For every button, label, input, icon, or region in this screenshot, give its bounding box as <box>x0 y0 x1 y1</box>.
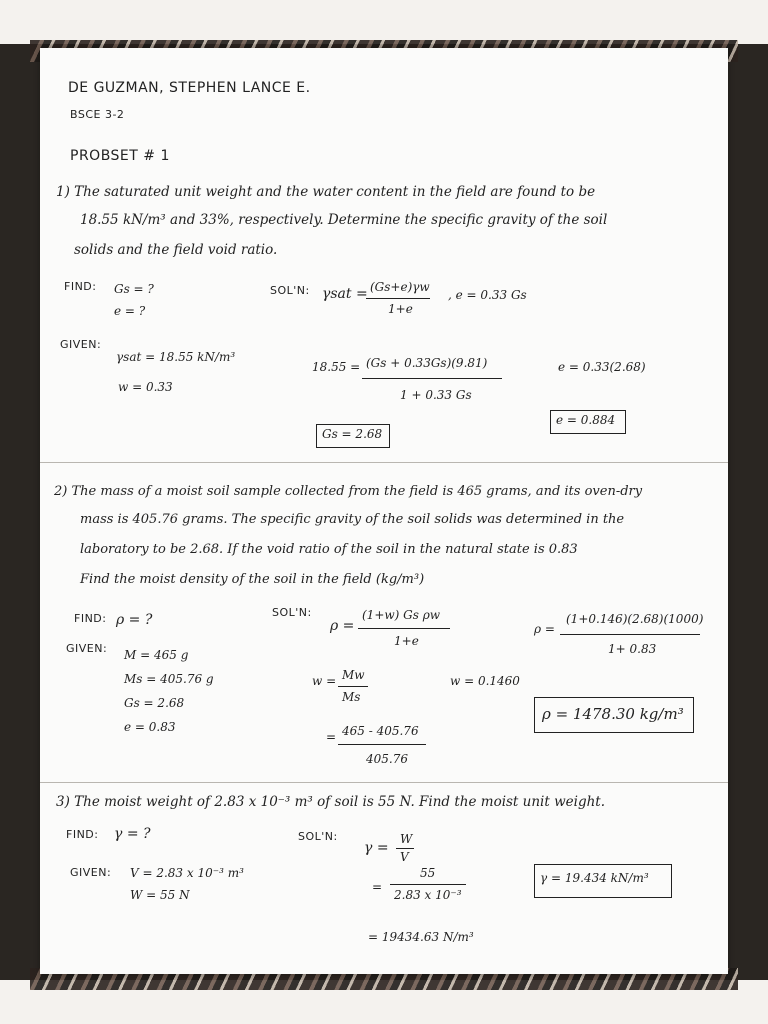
fraction-bar <box>358 628 450 629</box>
p2-formula-numerator: (1+w) Gs ρw <box>362 608 441 622</box>
p2-substitution-denominator: 1+ 0.83 <box>608 642 657 656</box>
p1-answer-e: e = 0.884 <box>556 413 616 427</box>
fraction-bar <box>362 378 502 379</box>
p2-statement-line: mass is 405.76 grams. The specific gravity of the soil solids was determined in the <box>80 512 625 527</box>
p2-statement-line: 2) The mass of a moist soil sample collected from the field is 465 grams, and its oven-dry <box>54 484 643 499</box>
p1-answer-gs: Gs = 2.68 <box>322 427 383 441</box>
p2-statement-line: laboratory to be 2.68. If the void ratio of the soil in the natural state is 0.83 <box>80 542 578 557</box>
section-divider <box>40 782 728 783</box>
fraction-bar <box>396 848 414 849</box>
p3-find-unit-weight: γ = ? <box>114 826 151 842</box>
p1-statement-line: 18.55 kN/m³ and 33%, respectively. Determine the specific gravity of the soil <box>80 212 608 228</box>
p1-substitution-denominator: 1 + 0.33 Gs <box>400 388 472 402</box>
p2-find-label: FIND: <box>74 612 107 625</box>
p2-given-specific-gravity: Gs = 2.68 <box>124 696 185 710</box>
p3-answer: γ = 19.434 kN/m³ <box>540 871 649 885</box>
p1-formula-denominator: 1+e <box>388 302 413 316</box>
p2-find-density: ρ = ? <box>116 612 153 628</box>
p3-formula-numerator: W <box>400 832 413 846</box>
page-title: PROBSET # 1 <box>70 148 170 164</box>
p3-substitution-numerator: 55 <box>420 866 436 880</box>
p1-solution-label: SOL'N: <box>270 284 310 297</box>
fraction-bar <box>338 744 426 745</box>
p1-statement-line: solids and the field void ratio. <box>74 242 278 258</box>
p3-find-label: FIND: <box>66 828 99 841</box>
p1-void-ratio-relation: , e = 0.33 Gs <box>448 288 527 302</box>
p2-w-result: w = 0.1460 <box>450 674 520 688</box>
section-label: BSCE 3-2 <box>70 108 125 121</box>
p3-given-weight: W = 55 N <box>130 888 190 902</box>
p3-given-label: GIVEN: <box>70 866 112 879</box>
p2-w-equals: = <box>326 730 337 744</box>
p3-substitution-denominator: 2.83 x 10⁻³ <box>394 888 462 902</box>
p2-w-sub-denominator: 405.76 <box>366 752 408 766</box>
p1-e-calculation: e = 0.33(2.68) <box>558 360 646 374</box>
p2-substitution-numerator: (1+0.146)(2.68)(1000) <box>566 612 704 626</box>
background-top <box>0 0 768 44</box>
p2-given-void-ratio: e = 0.83 <box>124 720 176 734</box>
p2-solution-label: SOL'N: <box>272 606 312 619</box>
p3-solution-label: SOL'N: <box>298 830 338 843</box>
fraction-bar <box>390 884 466 885</box>
p2-given-dry-mass: Ms = 405.76 g <box>124 672 214 686</box>
p1-given-unit-weight: γsat = 18.55 kN/m³ <box>116 350 236 364</box>
p1-formula-numerator: (Gs+e)γw <box>370 280 430 294</box>
p2-w-numerator: Mw <box>342 668 365 682</box>
p2-w-sub-numerator: 465 - 405.76 <box>342 724 419 738</box>
p1-substitution-lhs: 18.55 = <box>312 360 361 374</box>
p2-w-lhs: w = <box>312 674 337 688</box>
p2-given-mass: M = 465 g <box>124 648 189 662</box>
p1-formula-lhs: γsat = <box>322 286 368 302</box>
p2-given-label: GIVEN: <box>66 642 108 655</box>
p1-given-label: GIVEN: <box>60 338 102 351</box>
p2-answer: ρ = 1478.30 kg/m³ <box>542 705 684 723</box>
p3-formula-lhs: γ = <box>364 840 389 856</box>
fraction-bar <box>560 634 700 635</box>
fraction-bar <box>366 298 430 299</box>
p1-find-label: FIND: <box>64 280 97 293</box>
p2-substitution-lhs: ρ = <box>534 622 555 636</box>
p1-find-e: e = ? <box>114 304 146 318</box>
p2-formula-denominator: 1+e <box>394 634 419 648</box>
student-name: DE GUZMAN, STEPHEN LANCE E. <box>68 80 311 96</box>
p2-w-denominator: Ms <box>342 690 361 704</box>
p2-statement-line: Find the moist density of the soil in the field (kg/m³) <box>80 572 425 587</box>
p3-statement: 3) The moist weight of 2.83 x 10⁻³ m³ of soil is 55 N. Find the moist unit weight. <box>56 794 605 810</box>
p1-statement-line: 1) The saturated unit weight and the water content in the field are found to be <box>56 184 596 200</box>
p3-formula-denominator: V <box>400 850 409 864</box>
p2-formula-lhs: ρ = <box>330 618 355 634</box>
p1-given-water-content: w = 0.33 <box>118 380 173 394</box>
p1-find-gs: Gs = ? <box>114 282 154 296</box>
p1-substitution-numerator: (Gs + 0.33Gs)(9.81) <box>366 356 488 370</box>
fraction-bar <box>338 686 368 687</box>
section-divider <box>40 462 728 463</box>
p3-substitution-equals: = <box>372 880 383 894</box>
p3-given-volume: V = 2.83 x 10⁻³ m³ <box>130 866 244 880</box>
p3-result: = 19434.63 N/m³ <box>368 930 474 944</box>
